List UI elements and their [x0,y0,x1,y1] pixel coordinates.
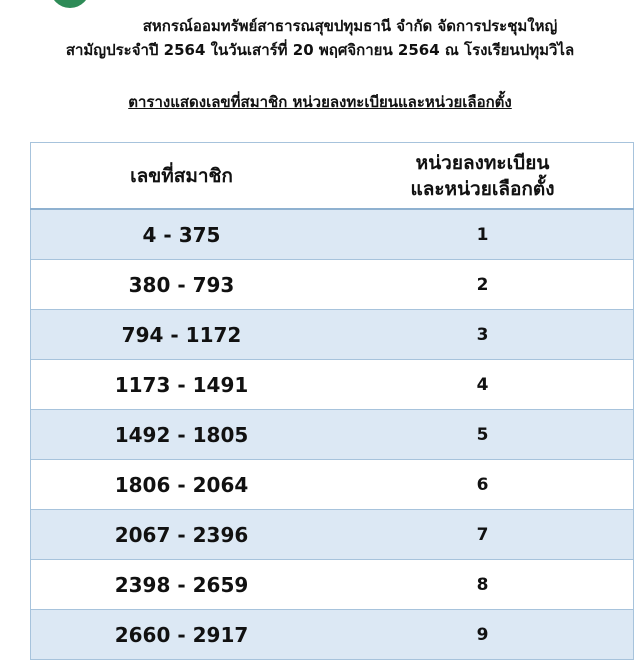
table-title [0,90,640,114]
unit-cell: 6 [332,460,634,510]
column-header-member-number-label: เลขที่สมาชิก [130,164,233,187]
member-range-cell: 2660 - 2917 [31,610,333,660]
unit-cell: 8 [332,560,634,610]
unit-cell: 2 [332,260,634,310]
column-header-unit [332,143,634,210]
table-header-row [31,143,634,210]
header-line-2: สามัญประจำปี 2564 ในวันเสาร์ที่ 20 พฤศจิกายน 2564 ณ โรงเรียนปทุมวิไล [65,41,575,59]
table-row [31,560,634,610]
table-row [31,360,634,410]
column-header-unit-line-1: หน่วยลงทะเบียน [415,151,550,174]
member-range-cell: 1806 - 2064 [31,460,333,510]
document-header [0,14,640,62]
table-row [31,460,634,510]
member-range-cell: 2067 - 2396 [31,510,333,560]
table-row [31,260,634,310]
member-range-cell: 1492 - 1805 [31,410,333,460]
member-table-container [30,142,634,660]
unit-cell: 5 [332,410,634,460]
member-table [30,142,634,660]
table-row [31,510,634,560]
table-row [31,209,634,260]
member-range-cell: 794 - 1172 [31,310,333,360]
member-range-cell: 4 - 375 [31,209,333,260]
member-range-cell: 1173 - 1491 [31,360,333,410]
column-header-member-number [31,143,333,210]
unit-cell: 9 [332,610,634,660]
table-row [31,310,634,360]
table-row [31,610,634,660]
unit-cell: 4 [332,360,634,410]
logo-icon [50,0,90,8]
member-range-cell: 380 - 793 [31,260,333,310]
table-row [31,410,634,460]
unit-cell: 1 [332,209,634,260]
column-header-unit-line-2: และหน่วยเลือกตั้ง [410,177,555,200]
member-range-cell: 2398 - 2659 [31,560,333,610]
table-title-text: ตารางแสดงเลขที่สมาชิก หน่วยลงทะเบียนและหน่วยเลือกตั้ง [128,93,512,111]
unit-cell: 7 [332,510,634,560]
header-line-1: สหกรณ์ออมทรัพย์สาธารณสุขปทุมธานี จำกัด จัดการประชุมใหญ่ [142,17,558,35]
unit-cell: 3 [332,310,634,360]
